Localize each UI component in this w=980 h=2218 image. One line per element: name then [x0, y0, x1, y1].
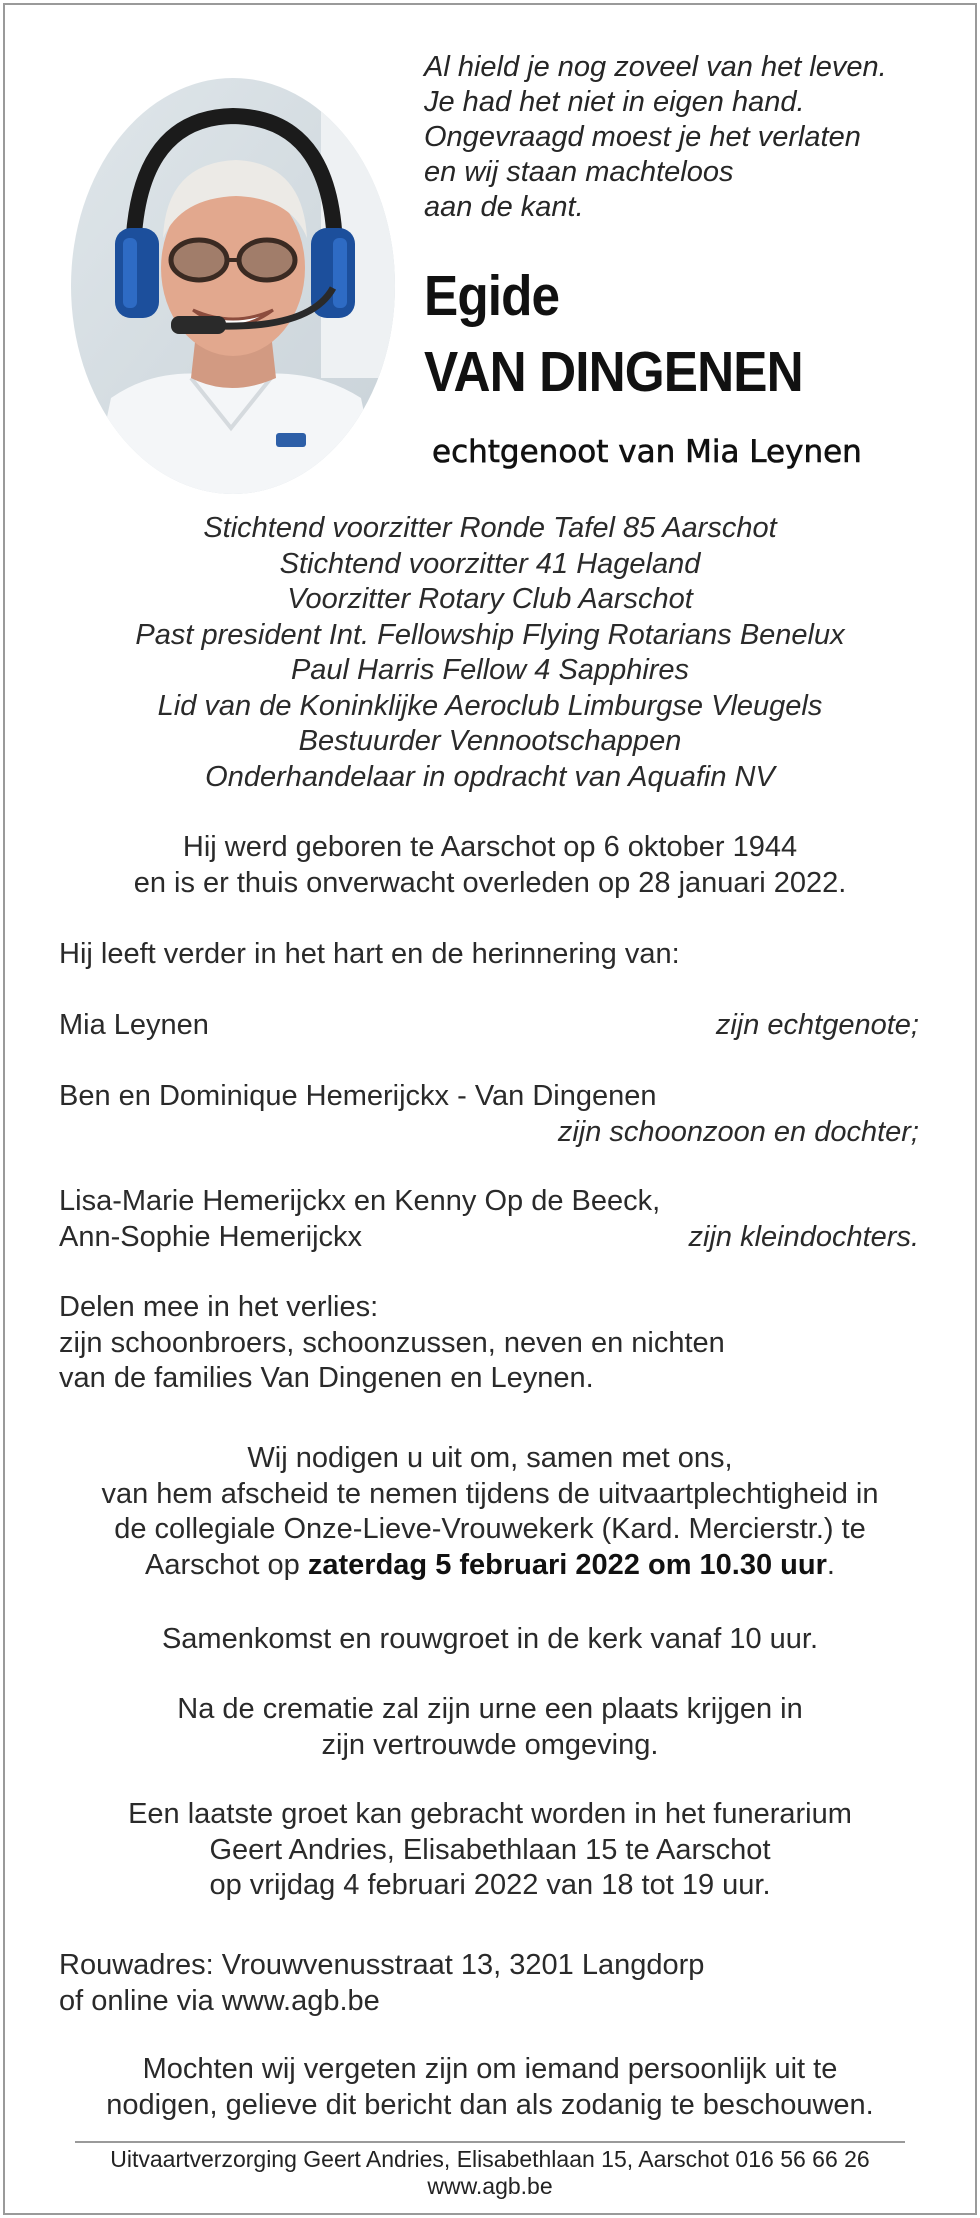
titles-list [40, 511, 940, 795]
poem-line: Ongevraagd moest je het verlaten [424, 121, 861, 153]
greeting-line: op vrijdag 4 februari 2022 van 18 tot 19 uur. [209, 1869, 771, 1901]
address-line: of online via www.agb.be [59, 1984, 380, 2017]
family-row [59, 1220, 919, 1256]
title-item: Past president Int. Fellowship Flying Rotarians Benelux [135, 618, 845, 651]
gathering-line: Samenkomst en rouwgroet in de kerk vanaf 10 uur. [161, 1623, 819, 1655]
remembered-intro-text: Hij leeft verder in het hart en de herinnering van: [59, 938, 680, 970]
title-item: Lid van de Koninklijke Aeroclub Limburgse Vleugels [157, 689, 823, 722]
poem-line: Je had het niet in eigen hand. [424, 86, 805, 118]
grandchildren-line: Ann-Sophie Hemerijckx [59, 1220, 363, 1253]
title-item: Stichtend voorzitter 41 Hageland [279, 547, 701, 580]
ceremony-datetime: zaterdag 5 februari 2022 om 10.30 uur [307, 1548, 827, 1581]
title-item: Voorzitter Rotary Club Aarschot [287, 583, 693, 615]
poem-line: Al hield je nog zoveel van het leven. [424, 51, 887, 83]
portrait-illustration [71, 78, 395, 494]
family-grandchildren [59, 1184, 919, 1255]
cremation-block [40, 1692, 940, 1763]
sharing-line: zijn schoonbroers, schoonzussen, neven en nichten [59, 1326, 725, 1359]
wife-name: Mia Leynen [59, 1009, 209, 1041]
footer-website: www.agb.be [427, 2173, 553, 2199]
closing-line: Mochten wij vergeten zijn om iemand persoonlijk uit te [142, 2053, 838, 2085]
cremation-line: Na de crematie zal zijn urne een plaats krijgen in [177, 1693, 803, 1725]
footer-line: Uitvaartverzorging Geert Andries, Elisabethlaan 15, Aarschot 016 56 66 26 [110, 2146, 870, 2172]
invitation-prefix: Aarschot op [145, 1548, 308, 1581]
grandchildren-relation: zijn kleindochters. [688, 1220, 919, 1253]
address-block [59, 1948, 919, 2019]
invitation-line: de collegiale Onze-Lieve-Vrouwekerk (Kard. Mercierstr.) te [114, 1513, 866, 1545]
sharing-line: van de families Van Dingenen en Leynen. [59, 1362, 594, 1394]
footer [40, 2146, 940, 2200]
spouse-line: echtgenoot van Mia Leynen [432, 434, 862, 470]
address-line: Rouwadres: Vrouwvenusstraat 13, 3201 Langdorp [59, 1949, 705, 1981]
sharing-block [59, 1290, 919, 1397]
gathering-block [40, 1622, 940, 1658]
deceased-name [424, 258, 910, 410]
death-line: en is er thuis onverwacht overleden op 28 januari 2022. [133, 866, 847, 899]
closing-block [40, 2052, 940, 2123]
title-item: Stichtend voorzitter Ronde Tafel 85 Aarschot [203, 512, 777, 544]
family-children [59, 1079, 919, 1150]
birth-line: Hij werd geboren te Aarschot op 6 oktober 1944 [182, 831, 798, 863]
title-item: Bestuurder Vennootschappen [298, 725, 682, 757]
poem-line: aan de kant. [424, 191, 584, 223]
portrait-photo [71, 78, 395, 494]
family-wife [59, 1008, 919, 1044]
closing-line: nodigen, gelieve dit bericht dan als zodanig te beschouwen. [106, 2088, 874, 2121]
poem-line: en wij staan machteloos [424, 156, 734, 188]
grandchildren-line: Lisa-Marie Hemerijckx en Kenny Op de Beeck, [59, 1185, 661, 1217]
invitation-line [40, 1548, 940, 1584]
invitation-line: van hem afscheid te nemen tijdens de uitvaartplechtigheid in [101, 1477, 879, 1510]
cremation-line: zijn vertrouwde omgeving. [321, 1728, 659, 1761]
greeting-line: Een laatste groet kan gebracht worden in het funerarium [128, 1798, 852, 1830]
children-relation: zijn schoonzoon en dochter; [557, 1115, 919, 1148]
invitation-block [40, 1441, 940, 1583]
footer-divider [75, 2141, 905, 2143]
invitation-suffix: . [826, 1548, 835, 1581]
birth-death [40, 830, 940, 901]
wife-relation: zijn echtgenote; [715, 1009, 919, 1041]
poem [424, 50, 944, 225]
title-item: Paul Harris Fellow 4 Sapphires [290, 654, 690, 686]
first-name: Egide [424, 264, 560, 328]
greeting-line: Geert Andries, Elisabethlaan 15 te Aarschot [209, 1833, 771, 1866]
children-names: Ben en Dominique Hemerijckx - Van Dingenen [59, 1080, 657, 1112]
invitation-line: Wij nodigen u uit om, samen met ons, [247, 1442, 733, 1474]
sharing-line: Delen mee in het verlies: [59, 1291, 379, 1323]
last-name: VAN DINGENEN [424, 340, 803, 404]
family-row [59, 1008, 919, 1044]
title-item: Onderhandelaar in opdracht van Aquafin NV [205, 760, 775, 793]
remembered-intro [59, 937, 919, 973]
last-greeting-block [40, 1797, 940, 1904]
